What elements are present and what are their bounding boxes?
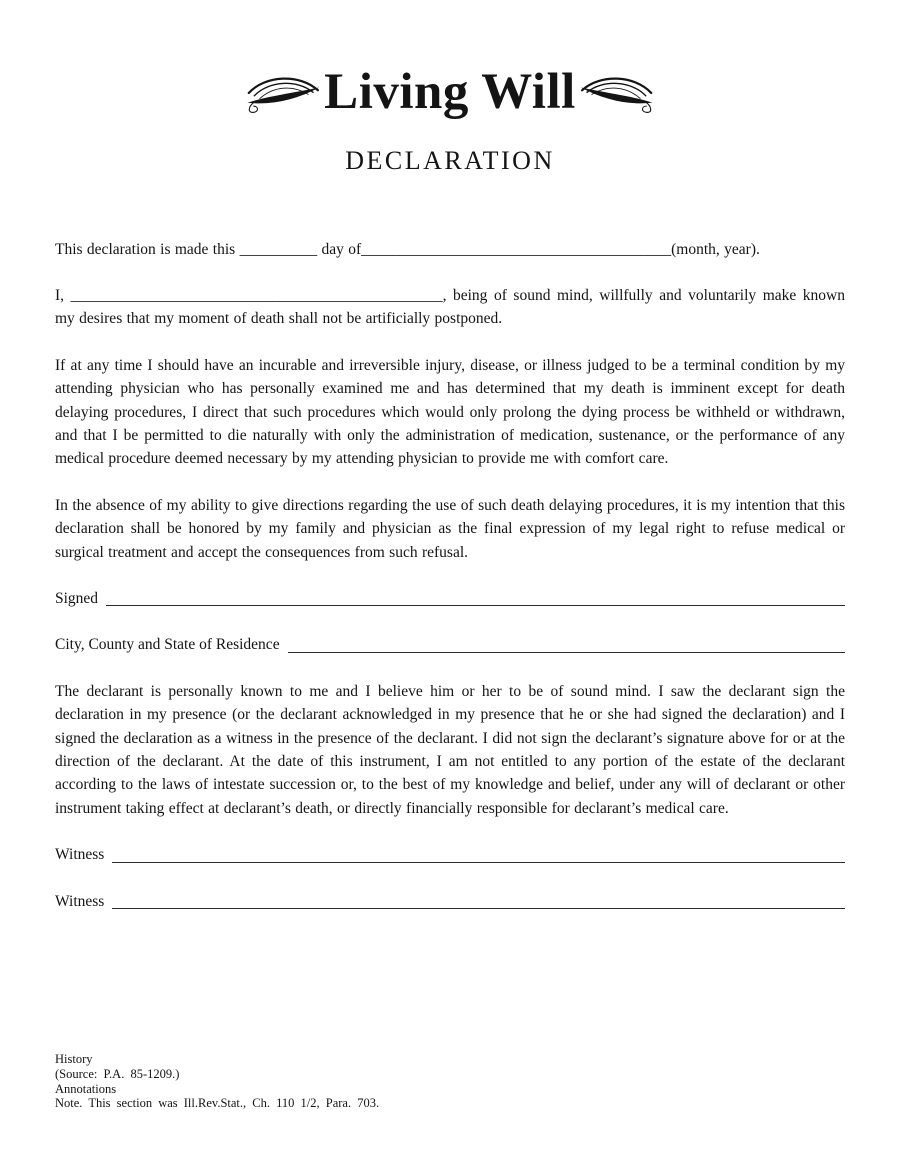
declarant-paragraph: I, ________________________________________________, being of sound mind, willfully and voluntarily make known my desires that my moment of death shall not be artificially postponed. — [55, 286, 845, 328]
document-subtitle: DECLARATION — [345, 145, 555, 175]
residence-label: City, County and State of Residence — [55, 636, 280, 654]
signed-signature-line — [106, 587, 845, 606]
statute-footer — [55, 1052, 379, 1111]
witness-label: Witness — [55, 892, 105, 910]
directions-absence-paragraph: In the absence of my ability to give directions regarding the use of such death delaying procedures, it is my intention that this declaration shall be honored by my family and physician as the final expression of my legal right to refuse medical or surgical treatment and accept the consequences from such refusal. — [55, 496, 845, 561]
witness-attestation-paragraph: The declarant is personally known to me and I believe him or her to be of sound mind. I saw the declarant sign the declaration in my presence (or the declarant acknowledged in my presence that he or she had signed the declaration) and I signed the declaration as a witness in the presence of the declarant. I did not sign the declarant’s signature above for or at the direction of the declarant. At the date of this instrument, I am not entitled to any portion of the estate of the declarant according to the laws of intestate succession or, to the best of my knowledge and belief, under any will of declarant or other instrument taking effect at declarant’s death, or directly financially responsible for declarant’s medical care. — [55, 682, 845, 817]
witness-row-1 — [55, 843, 845, 866]
witness-label: Witness — [55, 846, 105, 864]
document-body — [55, 238, 845, 914]
source-note: (Source: P.A. 85-1209.) — [55, 1066, 180, 1081]
document-header — [55, 66, 845, 176]
witness-signature-line — [112, 843, 845, 862]
residence-fill-line — [288, 633, 845, 652]
witness-row-2 — [55, 890, 845, 913]
witness-signature-line — [112, 890, 845, 909]
terminal-condition-paragraph: If at any time I should have an incurable and irreversible injury, disease, or illness judged to be a terminal condition by my attending physician who has personally examined me and has determined that my death is imminent except for death delaying procedures, I direct that such procedures which would only prolong the dying process be withheld or withdrawn, and that I be permitted to die naturally with only the administration of medication, sustenance, or the performance of any medical procedure deemed necessary by my attending physician to provide me with comfort care. — [55, 356, 845, 468]
date-line-paragraph: This declaration is made this __________ day of________________________________________(month, year). — [55, 240, 760, 258]
flourish-right-icon — [578, 69, 654, 117]
flourish-left-icon — [246, 69, 322, 117]
residence-row — [55, 633, 845, 656]
document-title: Living Will — [324, 64, 576, 120]
annotation-note: Note. This section was Ill.Rev.Stat., Ch. 110 1/2, Para. 703. — [55, 1096, 380, 1111]
signed-row — [55, 587, 845, 610]
signed-label: Signed — [55, 590, 99, 608]
annotations-label: Annotations — [55, 1081, 117, 1096]
document-title-row — [55, 66, 845, 120]
history-label: History — [55, 1052, 93, 1066]
